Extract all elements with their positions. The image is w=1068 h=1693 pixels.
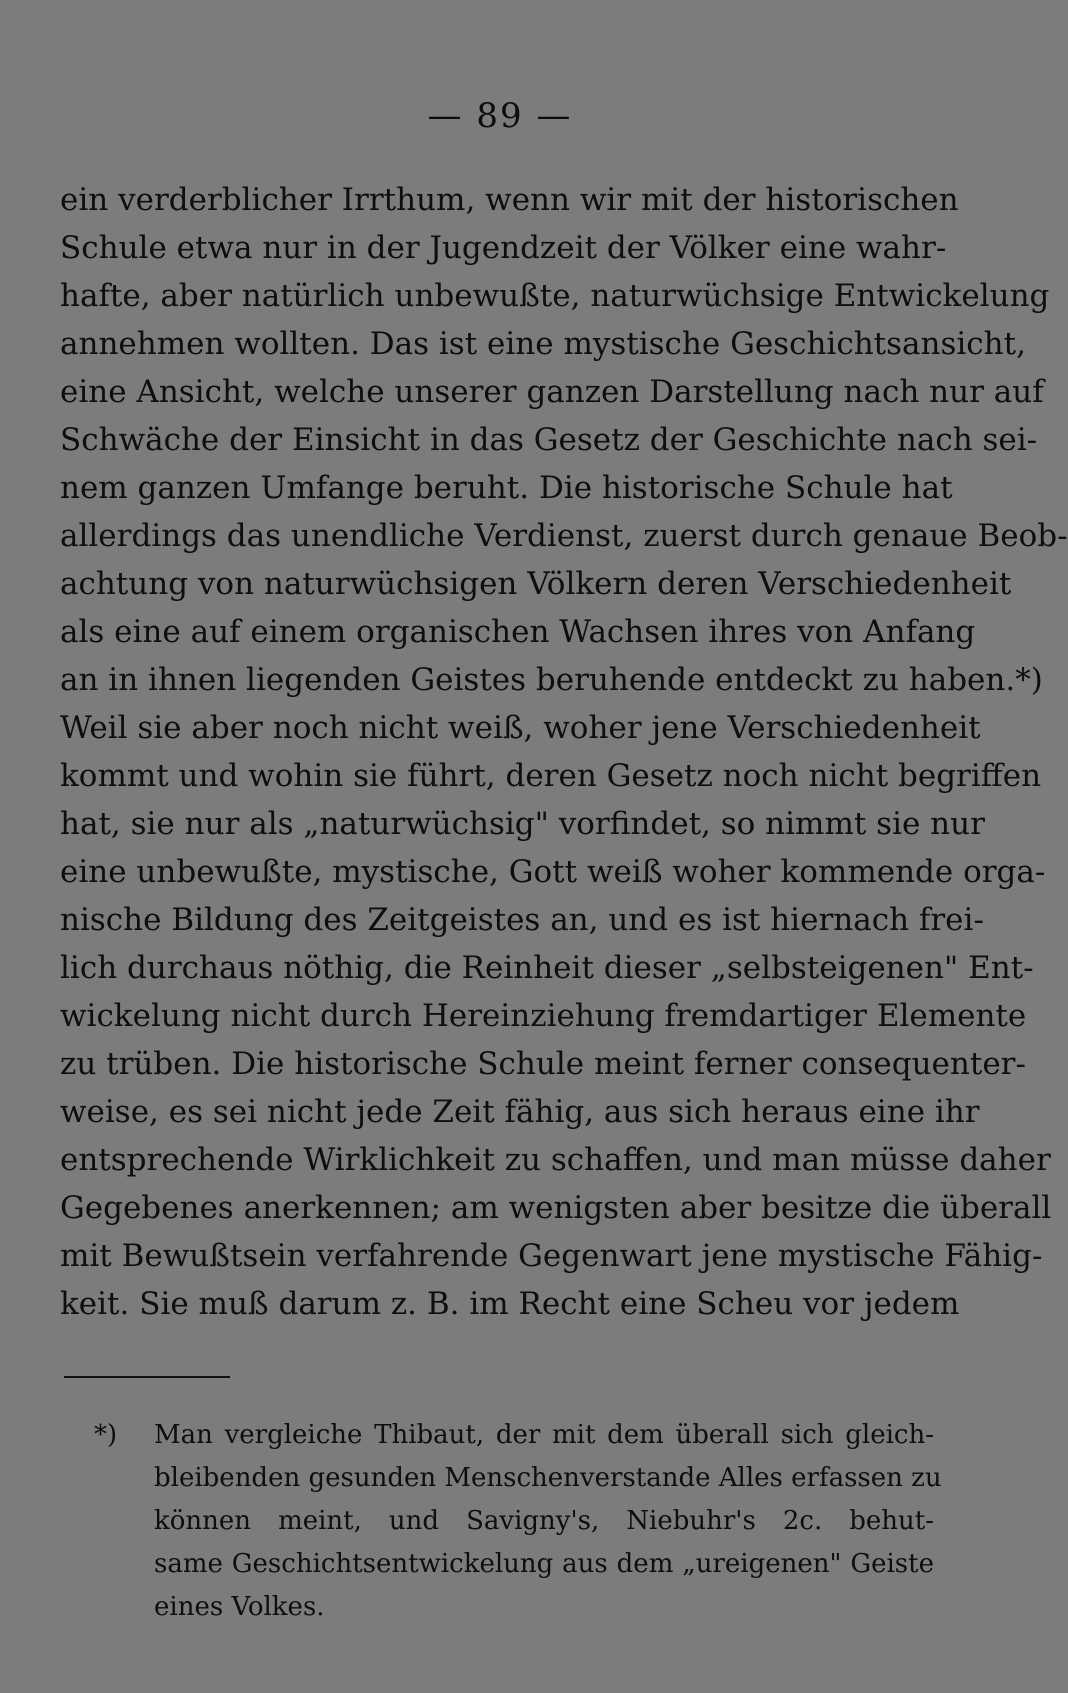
- text-line: ein verderblicher Irrthum, wenn wir mit der historischen: [60, 182, 959, 218]
- text-line: eine Ansicht, welche unserer ganzen Darstellung nach nur auf: [60, 374, 1044, 410]
- footnote-line: same Geschichtsentwickelung aus dem „ureigenen" Geiste: [154, 1549, 934, 1579]
- text-line: annehmen wollten. Das ist eine mystische Geschichtsansicht,: [60, 326, 1026, 362]
- footnote-marker: *): [94, 1420, 118, 1450]
- text-line: eine unbewußte, mystische, Gott weiß woher kommende orga-: [60, 854, 1046, 890]
- text-line: Weil sie aber noch nicht weiß, woher jene Verschiedenheit: [60, 710, 981, 746]
- page-number: — 89 —: [427, 96, 573, 136]
- text-line: hat, sie nur als „naturwüchsig" vorfindet, so nimmt sie nur: [60, 806, 985, 842]
- footnote-separator: [64, 1376, 230, 1378]
- footnote-line: eines Volkes.: [154, 1592, 325, 1622]
- text-line: wickelung nicht durch Hereinziehung fremdartiger Elemente: [60, 998, 1027, 1034]
- text-line: Schwäche der Einsicht in das Gesetz der Geschichte nach sei-: [60, 422, 1038, 458]
- text-line: weise, es sei nicht jede Zeit fähig, aus sich heraus eine ihr: [60, 1094, 980, 1130]
- text-line: an in ihnen liegenden Geistes beruhende entdeckt zu haben.*): [60, 662, 1043, 698]
- footnote-line-first: [94, 1414, 934, 1457]
- text-line: kommt und wohin sie führt, deren Gesetz noch nicht begriffen: [60, 758, 1042, 794]
- text-line: lich durchaus nöthig, die Reinheit dieser „selbsteigenen" Ent-: [60, 950, 1034, 986]
- footnote-line: können meint, und Savigny's, Niebuhr's 2c. behut-: [154, 1506, 934, 1536]
- text-line: als eine auf einem organischen Wachsen ihres von Anfang: [60, 614, 976, 650]
- text-line: nem ganzen Umfange beruht. Die historische Schule hat: [60, 470, 953, 506]
- text-line: Schule etwa nur in der Jugendzeit der Völker eine wahr-: [60, 230, 947, 266]
- text-line: allerdings das unendliche Verdienst, zuerst durch genaue Beob-: [60, 518, 1068, 554]
- body-text: [60, 176, 1068, 1328]
- footnote-text: Man vergleiche Thibaut, der mit dem überall sich gleich-: [154, 1420, 934, 1450]
- text-line: zu trüben. Die historische Schule meint ferner consequenter-: [60, 1046, 1026, 1082]
- footnote: [94, 1414, 942, 1629]
- text-line: achtung von naturwüchsigen Völkern deren Verschiedenheit: [60, 566, 1012, 602]
- text-line: keit. Sie muß darum z. B. im Recht eine Scheu vor jedem: [60, 1286, 960, 1322]
- text-line: mit Bewußtsein verfahrende Gegenwart jene mystische Fähig-: [60, 1238, 1043, 1274]
- footnote-line: bleibenden gesunden Menschenverstande Alles erfassen zu: [154, 1463, 942, 1493]
- text-line: nische Bildung des Zeitgeistes an, und es ist hiernach frei-: [60, 902, 984, 938]
- text-line: entsprechende Wirklichkeit zu schaffen, und man müsse daher: [60, 1142, 1051, 1178]
- text-line: Gegebenes anerkennen; am wenigsten aber besitze die überall: [60, 1190, 1052, 1226]
- text-line: hafte, aber natürlich unbewußte, naturwüchsige Entwickelung: [60, 278, 1050, 314]
